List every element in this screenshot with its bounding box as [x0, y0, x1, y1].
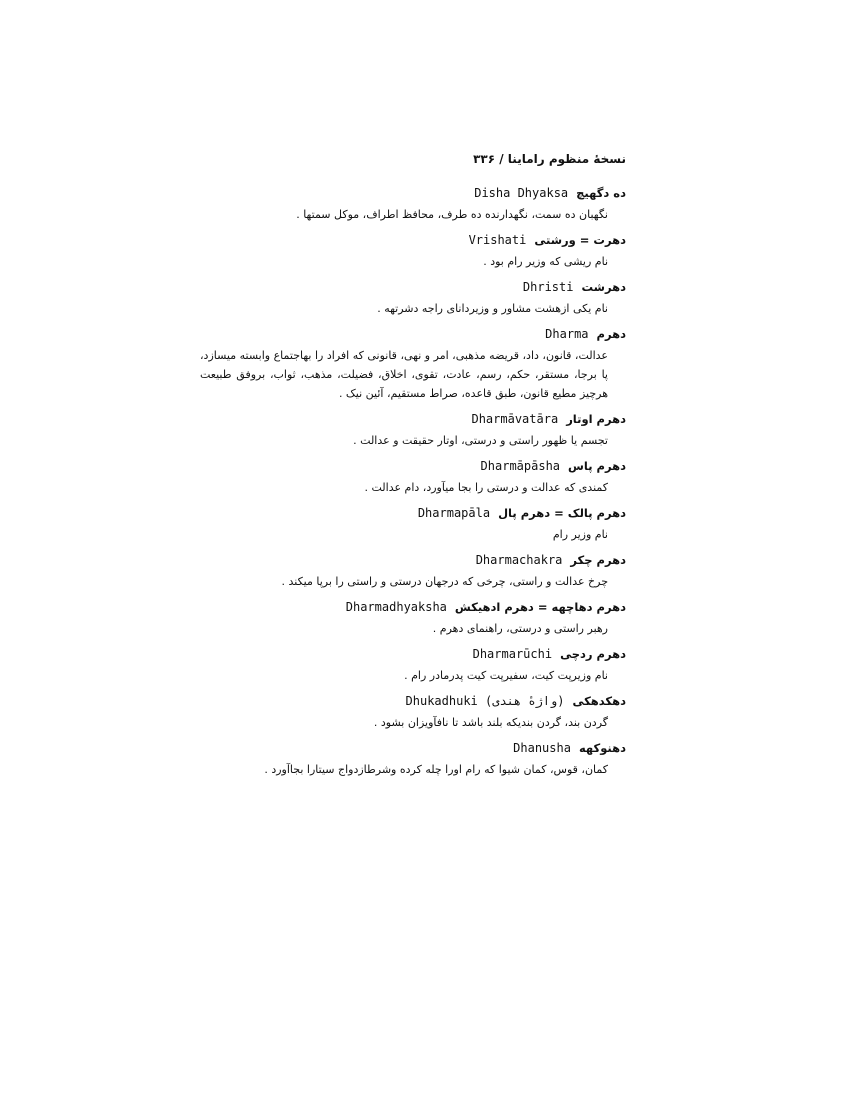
- entry-headword: [200, 553, 626, 567]
- glossary-entry: [200, 647, 626, 685]
- glossary-entry: [200, 186, 626, 224]
- entry-term-latin: Dharmāvatāra: [471, 412, 559, 426]
- entry-definition: رهبر راستی و درستی، راهنمای دهرم .: [432, 622, 608, 635]
- entry-headword: [200, 233, 626, 247]
- entry-headword: [200, 741, 626, 755]
- entry-term-latin: Dharmarūchi: [472, 647, 553, 661]
- entry-term-persian: دهرم پالک = دهرم پال: [498, 506, 626, 520]
- entry-term-persian: دهرم ردچی: [560, 647, 626, 661]
- entry-term-persian: دهرت = ورشتی: [534, 233, 626, 247]
- entry-term-persian: دهرم پاس: [568, 459, 626, 473]
- entry-definition: عدالت، قانون، داد، قریضه مذهبی، امر و نهی، قانونی که افراد را بهاجتماع وابسته میسازد، پا برجا، مستقر، حکم، رسم، عادت، تقوی، اخلاق، فضیلت، مذهب، ثواب، بروفق طبیعت هرچیز مطیع قانون، طبق قاعده، صراط مستقیم، آئین نیک .: [200, 349, 608, 400]
- entry-definition: کمندی که عدالت و درستی را بجا میآورد، دام عدالت .: [364, 481, 608, 494]
- entry-definition: کمان، قوس، کمان شیوا که رام اورا چله کرده وشرطازدواج سیتارا بجاآورد .: [264, 763, 608, 776]
- entry-term-latin: Dharmachakra: [475, 553, 563, 567]
- entry-term-latin: Dhukadhuki (واژهٔ هندی): [405, 694, 565, 708]
- entry-headword: [200, 186, 626, 200]
- entry-definition: نام وزیرپت کیت، سفیرپت کیت پدرمادر رام .: [404, 669, 608, 682]
- entry-term-persian: دهرم چکر: [570, 553, 626, 567]
- entry-headword: [200, 459, 626, 473]
- glossary-entry: [200, 694, 626, 732]
- entry-headword: [200, 506, 626, 520]
- glossary-entry: [200, 600, 626, 638]
- glossary-entry: [200, 412, 626, 450]
- entry-term-latin: Dharma: [545, 327, 589, 341]
- entry-definition: نام یکی ازهشت مشاور و وزیردانای راجه دشرتهه .: [377, 302, 608, 315]
- glossary-entry: [200, 233, 626, 271]
- glossary-entry: [200, 327, 626, 403]
- entry-term-latin: Dhristi: [522, 280, 574, 294]
- glossary-entry: [200, 741, 626, 779]
- entry-term-latin: Dharmāpāsha: [480, 459, 561, 473]
- entry-definition: نگهبان ده سمت، نگهدارنده ده طرف، محافظ اطراف، موکل سمتها .: [296, 208, 608, 221]
- glossary-entry: [200, 506, 626, 544]
- entry-definition: نام وزیر رام: [552, 528, 608, 541]
- entry-term-latin: Dharmapāla: [417, 506, 491, 520]
- entry-headword: [200, 327, 626, 341]
- entry-definition: نام ریشی که وزیر رام بود .: [483, 255, 608, 268]
- glossary-entries: [200, 186, 626, 788]
- entry-term-persian: ده دگهیچ: [576, 186, 626, 200]
- page-header: نسخهٔ منظوم راماینا / ۳۳۶: [473, 152, 626, 166]
- entry-term-persian: دهکدهکی: [572, 694, 626, 708]
- entry-definition: چرخ عدالت و راستی، چرخی که درجهان درستی و راستی را برپا میکند .: [281, 575, 608, 588]
- entry-term-persian: دهنوکهه: [578, 741, 626, 755]
- glossary-entry: [200, 459, 626, 497]
- entry-term-latin: Vrishati: [468, 233, 527, 247]
- entry-headword: [200, 694, 626, 708]
- entry-term-persian: دهرشت: [581, 280, 626, 294]
- entry-term-persian: دهرم اوتار: [566, 412, 626, 426]
- entry-term-latin: Dharmadhyaksha: [345, 600, 447, 614]
- entry-term-latin: Dhanusha: [513, 741, 571, 755]
- entry-headword: [200, 280, 626, 294]
- entry-definition: گردن بند، گردن بندیکه بلند باشد تا نافآویزان بشود .: [373, 716, 608, 729]
- entry-headword: [200, 412, 626, 426]
- entry-term-persian: دهرم دهاچهه = دهرم ادهیکش: [454, 600, 626, 614]
- entry-headword: [200, 600, 626, 614]
- entry-term-latin: Disha Dhyaksa: [474, 186, 569, 200]
- glossary-entry: [200, 553, 626, 591]
- glossary-entry: [200, 280, 626, 318]
- entry-headword: [200, 647, 626, 661]
- entry-definition: تجسم یا ظهور راستی و درستی، اوتار حقیقت و عدالت .: [353, 434, 608, 447]
- entry-term-persian: دهرم: [596, 327, 626, 341]
